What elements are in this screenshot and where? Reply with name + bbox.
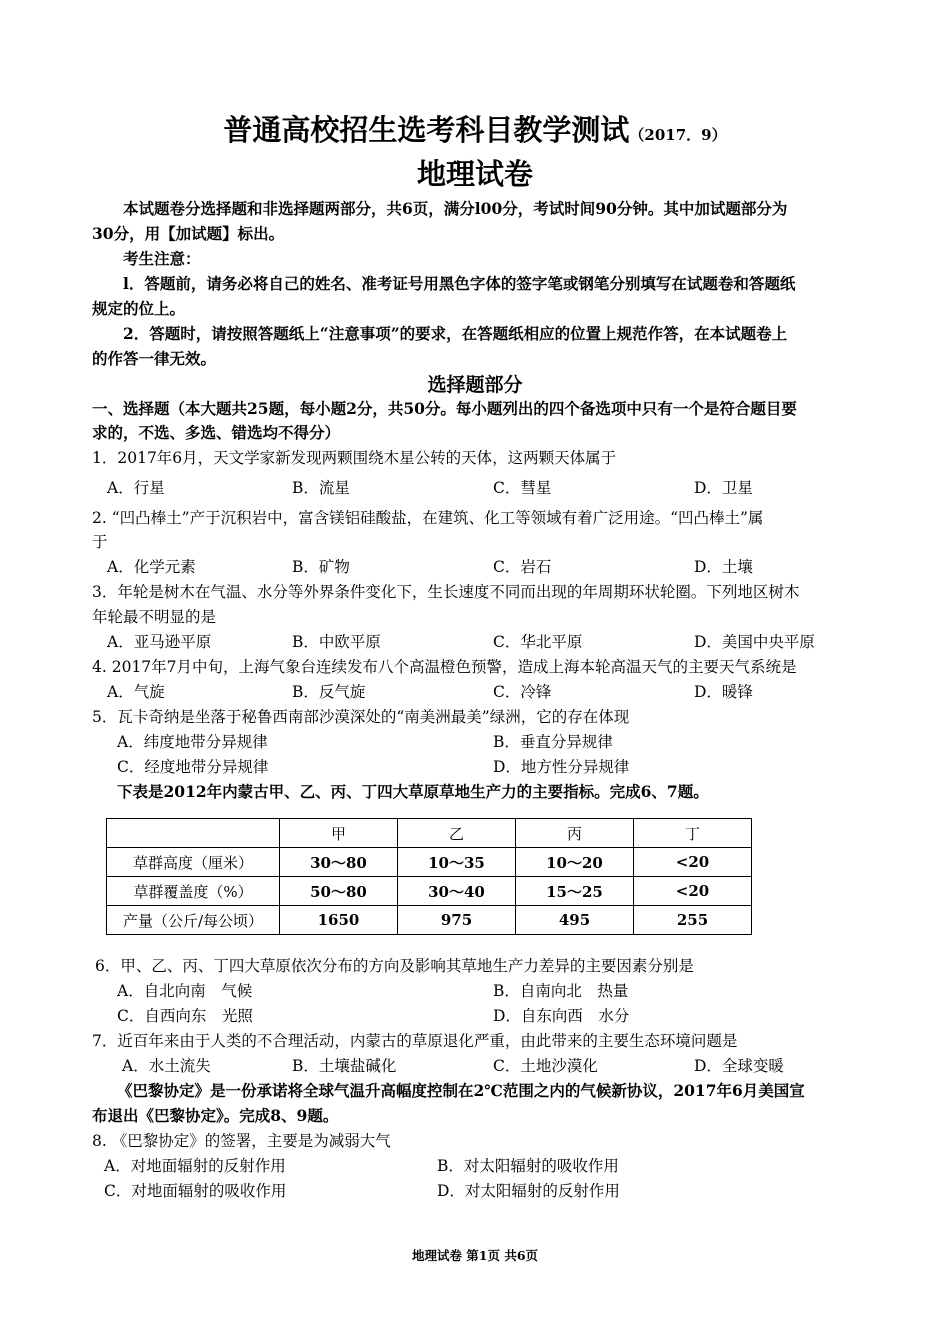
- section-title: 选择题部分: [427, 374, 523, 396]
- q6-stem: 6．甲、乙、丙、丁四大草原依次分布的方向及影响其草地生产力差异的主要因素分别是: [95, 957, 694, 975]
- q1-stem: 1．2017年6月，天文学家新发现两颗围绕木星公转的天体，这两颗天体属于: [92, 449, 617, 467]
- table-header-cell: 丙: [516, 819, 634, 848]
- table-header-cell: 丁: [634, 819, 752, 848]
- table-row-label: 产量（公斤/每公顷）: [107, 906, 280, 935]
- q7-stem: 7．近百年来由于人类的不合理活动，内蒙古的草原退化严重，由此带来的主要生态环境问题是: [92, 1032, 738, 1050]
- table-header-cell: 乙: [398, 819, 516, 848]
- table-header-cell: [107, 819, 280, 848]
- q2-option-b: B．矿物: [292, 558, 350, 576]
- q7-option-a: A．水土流失: [122, 1057, 211, 1075]
- q1-option-a: A．行星: [107, 479, 165, 497]
- table-row-label: 草群覆盖度（%）: [107, 877, 280, 906]
- q7-option-b: B．土壤盐碱化: [292, 1057, 397, 1075]
- note-1a: l．答题前，请务必将自己的姓名、准考证号用黑色字体的签字笔或钢笔分别填写在试题卷和答题纸: [123, 274, 796, 293]
- q5-option-b: B．垂直分异规律: [493, 733, 613, 751]
- q7-option-c: C．土地沙漠化: [493, 1057, 598, 1075]
- q6-option-c: C．自西向东 光照: [117, 1007, 253, 1025]
- q8-option-d: D．对太阳辐射的反射作用: [437, 1182, 620, 1200]
- q4-option-d: D．暖锋: [694, 683, 753, 701]
- q6-option-d: D．自东向西 水分: [493, 1007, 630, 1025]
- q6-option-b: B．自南向北 热量: [493, 982, 629, 1000]
- q3-option-a: A．亚马逊平原: [107, 633, 212, 651]
- paris-intro-2: 布退出《巴黎协定》。完成8、9题。: [92, 1106, 339, 1125]
- part1-heading-a: 一、选择题（本大题共25题，每小题2分，共50分。每小题列出的四个备选项中只有一个是符合题目要: [92, 399, 797, 418]
- q8-option-b: B．对太阳辐射的吸收作用: [437, 1157, 619, 1175]
- q5-option-c: C．经度地带分异规律: [117, 758, 269, 776]
- intro-line-2: 30分，用【加试题】标出。: [92, 224, 285, 243]
- exam-date: （2017．9）: [629, 126, 727, 144]
- paris-intro-1: 《巴黎协定》是一份承诺将全球气温升高幅度控制在2℃范围之内的气候新协议，2017年6月美国宣: [117, 1081, 805, 1100]
- exam-title: 普通高校招生选考科目教学测试（2017．9）: [223, 113, 727, 147]
- note-2b: 的作答一律无效。: [92, 349, 217, 368]
- grassland-table: [106, 818, 752, 935]
- table-cell: 30～40: [398, 877, 516, 906]
- table-cell: 10～20: [516, 848, 634, 877]
- notes-title: 考生注意：: [123, 249, 201, 268]
- table-cell: 255: [634, 906, 752, 935]
- q3-option-b: B．中欧平原: [292, 633, 381, 651]
- q3-stem-a: 3．年轮是树木在气温、水分等外界条件变化下，生长速度不同而出现的年周期环状轮圈。下列地区树木: [92, 583, 800, 601]
- table-cell: 30～80: [280, 848, 398, 877]
- table-cell: 495: [516, 906, 634, 935]
- q2-option-d: D．土壤: [694, 558, 753, 576]
- q4-option-a: A．气旋: [107, 683, 165, 701]
- q3-stem-b: 年轮最不明显的是: [92, 608, 217, 626]
- q5-option-d: D．地方性分异规律: [493, 758, 630, 776]
- note-2a: 2．答题时，请按照答题纸上“注意事项”的要求，在答题纸相应的位置上规范作答，在本试题卷上: [123, 324, 788, 343]
- table-row-label: 草群高度（厘米）: [107, 848, 280, 877]
- q4-stem: 4. 2017年7月中旬，上海气象台连续发布八个高温橙色预警，造成上海本轮高温天气的主要天气系统是: [92, 658, 797, 676]
- q8-option-c: C．对地面辐射的吸收作用: [104, 1182, 287, 1200]
- q1-option-d: D．卫星: [694, 479, 753, 497]
- q8-stem: 8. 《巴黎协定》的签署，主要是为减弱大气: [92, 1132, 391, 1150]
- table-cell: 50～80: [280, 877, 398, 906]
- q4-option-c: C．冷锋: [493, 683, 552, 701]
- table-cell: <20: [634, 848, 752, 877]
- q2-stem-a: 2. “凹凸棒土”产于沉积岩中，富含镁铝硅酸盐，在建筑、化工等领域有着广泛用途。“凹凸棒土”属: [92, 509, 764, 527]
- note-1b: 规定的位上。: [92, 299, 186, 318]
- q5-option-a: A．纬度地带分异规律: [117, 733, 268, 751]
- table-intro: 下表是2012年内蒙古甲、乙、丙、丁四大草原草地生产力的主要指标。完成6、7题。: [117, 782, 709, 801]
- table-row: [107, 906, 752, 935]
- q3-option-d: D．美国中央平原: [694, 633, 815, 651]
- table-cell: 15～25: [516, 877, 634, 906]
- q2-option-c: C．岩石: [493, 558, 552, 576]
- intro-line-1: 本试题卷分选择题和非选择题两部分，共6页，满分l00分，考试时间90分钟。其中加试题部分为: [123, 199, 788, 218]
- q7-option-d: D．全球变暖: [694, 1057, 784, 1075]
- table-cell: 1650: [280, 906, 398, 935]
- page-footer: 地理试卷 第1页 共6页: [411, 1248, 539, 1263]
- table-cell: 10～35: [398, 848, 516, 877]
- q2-option-a: A．化学元素: [107, 558, 196, 576]
- exam-subtitle: 地理试卷: [416, 157, 533, 191]
- table-cell: <20: [634, 877, 752, 906]
- table-header-row: [107, 819, 752, 848]
- q4-option-b: B．反气旋: [292, 683, 366, 701]
- table-header-cell: 甲: [280, 819, 398, 848]
- q3-option-c: C．华北平原: [493, 633, 583, 651]
- table-cell: 975: [398, 906, 516, 935]
- q1-option-b: B．流星: [292, 479, 350, 497]
- part1-heading-b: 求的，不选、多选、错选均不得分）: [92, 423, 341, 442]
- q6-option-a: A．自北向南 气候: [117, 982, 253, 1000]
- q2-stem-b: 于: [92, 533, 108, 551]
- table-row: [107, 877, 752, 906]
- table-row: [107, 848, 752, 877]
- q5-stem: 5．瓦卡奇纳是坐落于秘鲁西南部沙漠深处的“南美洲最美”绿洲，它的存在体现: [92, 708, 630, 726]
- q8-option-a: A．对地面辐射的反射作用: [104, 1157, 286, 1175]
- q1-option-c: C．彗星: [493, 479, 552, 497]
